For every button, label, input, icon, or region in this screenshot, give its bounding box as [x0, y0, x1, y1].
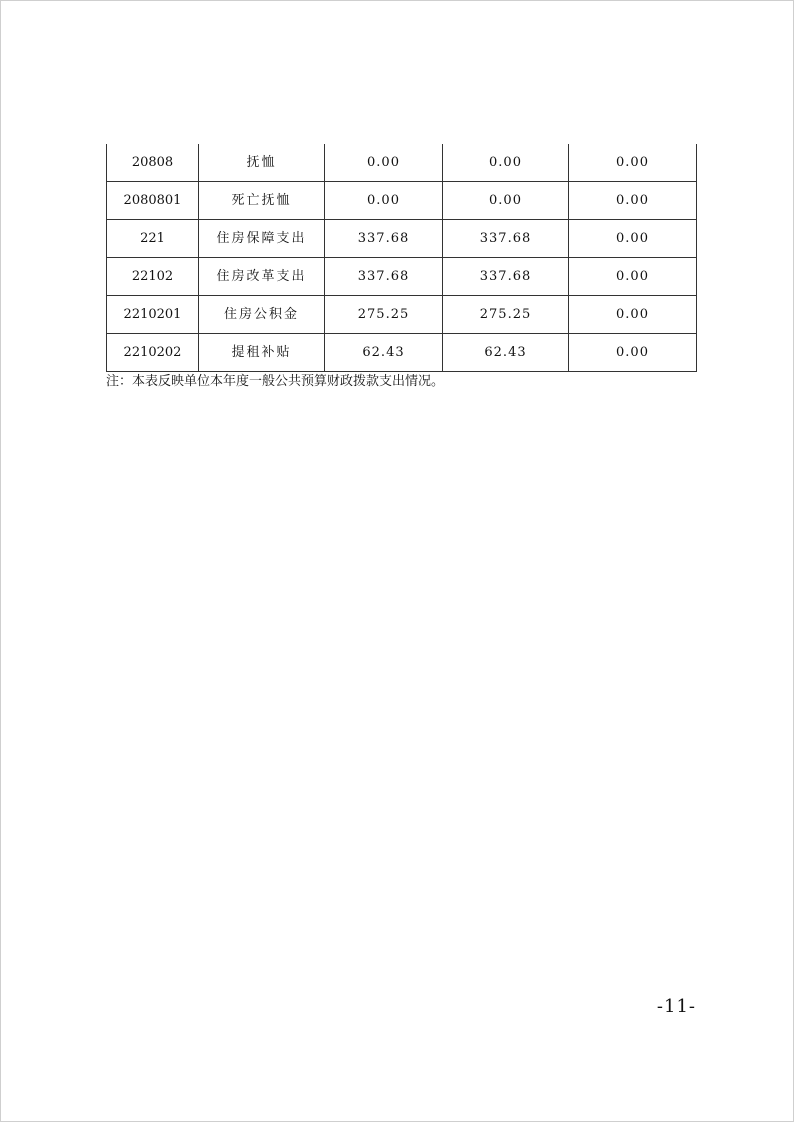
- table-row: [107, 220, 697, 258]
- basic-expenditure-value: 62.43: [443, 334, 569, 372]
- subject-name: 住房保障支出: [199, 220, 325, 258]
- table-row: [107, 334, 697, 372]
- project-expenditure-value: 0.00: [569, 220, 697, 258]
- table-row: [107, 258, 697, 296]
- project-expenditure-value: 0.00: [569, 334, 697, 372]
- budget-table: [106, 144, 697, 372]
- subject-name: 住房公积金: [199, 296, 325, 334]
- subject-name: 提租补贴: [199, 334, 325, 372]
- total-value: 0.00: [325, 182, 443, 220]
- subject-name: 抚恤: [199, 144, 325, 182]
- table-row: [107, 144, 697, 182]
- subject-code: 20808: [107, 144, 199, 182]
- total-value: 337.68: [325, 258, 443, 296]
- total-value: 337.68: [325, 220, 443, 258]
- subject-code: 2080801: [107, 182, 199, 220]
- basic-expenditure-value: 0.00: [443, 182, 569, 220]
- page-number: -11-: [656, 996, 696, 1017]
- table-row: [107, 296, 697, 334]
- total-value: 0.00: [325, 144, 443, 182]
- subject-code: 22102: [107, 258, 199, 296]
- subject-code: 221: [107, 220, 199, 258]
- basic-expenditure-value: 275.25: [443, 296, 569, 334]
- total-value: 62.43: [325, 334, 443, 372]
- basic-expenditure-value: 0.00: [443, 144, 569, 182]
- subject-name: 死亡抚恤: [199, 182, 325, 220]
- total-value: 275.25: [325, 296, 443, 334]
- project-expenditure-value: 0.00: [569, 144, 697, 182]
- table-row: [107, 182, 697, 220]
- basic-expenditure-value: 337.68: [443, 258, 569, 296]
- subject-name: 住房改革支出: [199, 258, 325, 296]
- table-note: 注：本表反映单位本年度一般公共预算财政拨款支出情况。: [106, 374, 445, 389]
- subject-code: 2210201: [107, 296, 199, 334]
- project-expenditure-value: 0.00: [569, 258, 697, 296]
- project-expenditure-value: 0.00: [569, 182, 697, 220]
- subject-code: 2210202: [107, 334, 199, 372]
- project-expenditure-value: 0.00: [569, 296, 697, 334]
- basic-expenditure-value: 337.68: [443, 220, 569, 258]
